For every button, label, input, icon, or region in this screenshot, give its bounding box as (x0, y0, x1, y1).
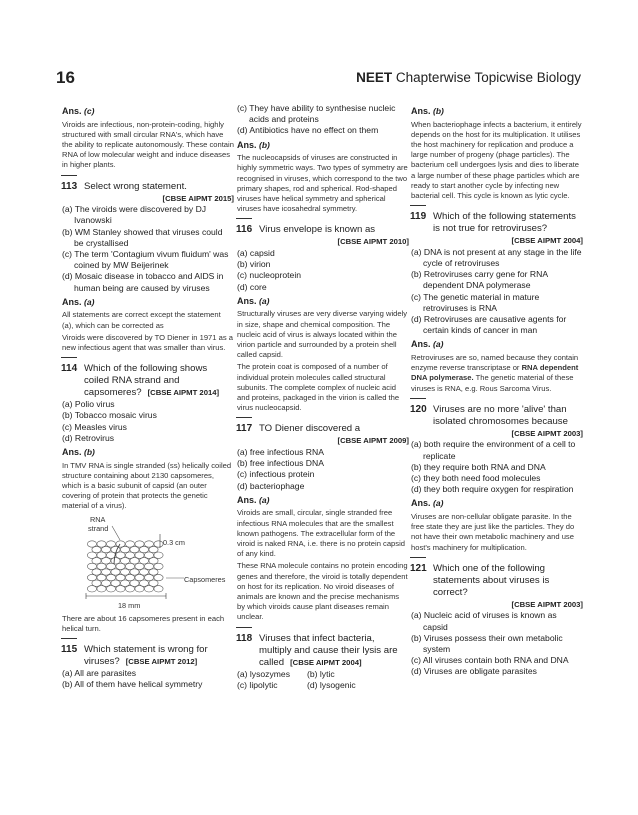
book-title (356, 70, 581, 85)
answer-118: Ans. (b) (411, 106, 444, 116)
question-text: Select wrong statement. (84, 180, 187, 192)
option: (c) Measles virus (62, 421, 127, 432)
explanation: In TMV RNA is single stranded (ss) helically coiled structure containing about 2130 capsomeres, which is a basic subunit of capsid (an outer covering of protein that protects the genetic material of a virus). (62, 460, 232, 511)
exam-tag: [CBSE AIPMT 2014] (147, 388, 220, 398)
exam-tag: [CBSE AIPMT 2010] (337, 237, 409, 247)
option: (c) The term 'Contagium vivum fluidum' was coined by MW Beijerinek (62, 249, 229, 271)
option: (d) Antibiotics have no effect on them (237, 125, 379, 136)
explanation: The protein coat is composed of a number of individual protein molecules called structural subunits. The complete complex of nucleic acid and proteins, packaged in the virion is called the virus nucleocapsid. (237, 362, 400, 413)
exam-tag: [CBSE AIPMT 2003] (511, 428, 583, 438)
capsomere (125, 585, 134, 591)
explanation: Viruses are non-cellular obligate parasite. In the free state they are just like the particles. They do not have their own metabolic machinery and use host's machinery for multiplication. (411, 512, 575, 552)
question-text: Which one of the following statements about viruses is correct? (433, 562, 550, 598)
answer: Ans. (a) (411, 339, 444, 350)
option: (c) they both need food molecules (411, 473, 541, 484)
explanation: Structurally viruses are very diverse varying widely in size, shape and chemical composition. The nucleic acid of virus is always located within the virion particle and surrounded by a protein shell called capsid. (237, 309, 408, 360)
question-119 (411, 211, 583, 394)
option: (c) They have ability to synthesise nucleic acids and proteins (237, 103, 396, 125)
capsomere (106, 585, 115, 591)
exam-tag: [CBSE AIPMT 2012] (125, 657, 198, 667)
answer-112: Ans. (c) (62, 106, 95, 116)
column-left (62, 103, 234, 690)
question-number: 120 (410, 403, 427, 415)
explanation: These RNA molecule contains no protein encoding genes and therefore, the viroid is totally dependent on host for its replication. No viroid diseases of animals are known and the precise mechanisms by which viroids cause plant diseases remain unclear. (237, 561, 408, 622)
option: (a) Polio virus (62, 399, 115, 410)
answer: Ans. (a) (237, 494, 270, 505)
strand-label: strand (88, 523, 109, 533)
question-number: 118 (236, 632, 253, 644)
question-120 (411, 404, 583, 553)
exam-tag: [CBSE AIPMT 2003] (511, 599, 583, 609)
question-number: 114 (61, 363, 78, 375)
option: (c) infectious protein (237, 469, 315, 480)
explanation-118: When bacteriophage infects a bacterium, it entirely depends on the host for its multiplication. It utilises the host machinery for replication and produce a large number of progeny (phage particles). The bacterium cell undergoes lysis and dies to liberate a large number of these phage particles which are ready to start another cycle by infecting new bacterial cell. This cycle is known as lytic cycle. (411, 119, 582, 201)
option: (a) Nucleic acid of viruses is known as capsid (411, 610, 557, 632)
option: (d) Viruses are obligate parasites (411, 666, 537, 677)
option: (b) Tobacco mosaic virus (62, 410, 157, 421)
answer-115: Ans. (b) (237, 139, 270, 150)
capsomere (154, 540, 163, 546)
rna-label: RNA (90, 514, 106, 524)
capsomere (97, 585, 106, 591)
option: (d) Retroviruses are causative agents for certain kinds of cancer in man (411, 314, 567, 336)
capsomere (116, 585, 125, 591)
exam-tag: [CBSE AIPMT 2004] (290, 657, 362, 667)
tmv-figure (62, 514, 234, 612)
option: (d) core (237, 281, 267, 292)
explanation: There are about 16 capsomeres present in each helical turn. (62, 613, 225, 633)
option: (a) free infectious RNA (237, 447, 324, 458)
capsomere (154, 574, 163, 580)
question-118 (237, 633, 409, 691)
option: (c) nucleoprotein (237, 270, 302, 281)
column-right (411, 103, 583, 678)
explanation: Retroviruses are so, named because they contain enzyme reverse transcriptase or RNA dependent DNA polymerase. The genetic material of these viruses is RNA, e.g. Rous Sarcoma Virus. (411, 353, 579, 393)
exam-tag: [CBSE AIPMT 2004] (511, 236, 583, 246)
option: (c) All viruses contain both RNA and DNA (411, 655, 569, 666)
question-text: TO Diener discovered a (259, 423, 361, 435)
option: (d) lysogenic (307, 679, 356, 690)
question-114 (62, 363, 234, 634)
question-number: 119 (410, 211, 427, 223)
capsomere (154, 585, 163, 591)
option: (a) DNA is not present at any stage in the life cycle of retroviruses (411, 246, 582, 269)
answer: Ans. (a) (411, 498, 444, 509)
option: (b) Viruses possess their own metabolic system (411, 632, 563, 655)
option: (d) Retrovirus (62, 432, 115, 443)
question-text: Viruses that infect bacteria, multiply and cause their lysis are called (259, 632, 398, 668)
exam-tag: [CBSE AIPMT 2009] (337, 436, 409, 446)
explanation: All statements are correct except the statement (a), which can be corrected as (62, 310, 221, 330)
explanation-112: Viroids are infectious, non-protein-coding, highly structured with small circular RNA's, which have the ability to replicate autonomously. These contain RNA of low molecular weight and induce diseases in higher plants. (62, 119, 234, 170)
capsomere (144, 585, 153, 591)
book-title-bold: NEET (356, 70, 393, 85)
answer: Ans. (b) (62, 447, 95, 458)
option: (d) Mosaic disease in tobacco and AIDS in human being are caused by viruses (62, 271, 224, 293)
question-number: 117 (236, 423, 253, 435)
question-number: 121 (410, 562, 427, 574)
option: (a) All are parasites (62, 668, 137, 679)
question-text: Which of the following statements is not true for retroviruses? (433, 211, 576, 235)
capsomere (154, 563, 163, 569)
option: (b) free infectious DNA (237, 458, 324, 469)
question-text: Which statement is wrong for viruses? (84, 644, 208, 668)
answer: Ans. (a) (237, 295, 270, 306)
question-number: 115 (61, 644, 78, 656)
option: (b) WM Stanley showed that viruses could be crystallised (62, 226, 223, 248)
capsomere (154, 552, 163, 558)
capsomere (135, 585, 144, 591)
question-113 (62, 181, 234, 354)
option: (a) The viroids were discovered by DJ Ivanowski (62, 204, 207, 226)
capsomeres-label: Capsomeres (184, 574, 226, 584)
question-text: Virus envelope is known as (259, 224, 376, 236)
option: (b) All of them have helical symmetry (62, 679, 203, 690)
option: (b) virion (237, 259, 271, 270)
question-number: 116 (236, 224, 253, 236)
column-middle (237, 103, 409, 691)
option: (a) capsid (237, 248, 275, 259)
capsomere (87, 585, 96, 591)
width-label: 18 mm (118, 600, 141, 610)
exam-tag: [CBSE AIPMT 2015] (162, 193, 234, 203)
explanation-115: The nucleocapsids of viruses are constructed in highly symmetric ways. Two types of symmetry are recognised in viruses, which correspond to the two primary shapes, rod and spherical. Rod-shaped viruses have helical symmetry and spherical viruses have icosahedral symmetry. (237, 153, 408, 214)
question-text: Which of the following shows coiled RNA strand and capsomeres? (84, 363, 208, 399)
question-117 (237, 423, 409, 622)
question-text: Viruses are no more 'alive' than isolated chromosomes because (433, 403, 568, 427)
question-116 (237, 224, 409, 413)
option: (d) bacteriophage (237, 480, 305, 491)
option: (b) lytic (307, 668, 335, 679)
explanation: Viroids were discovered by TO Diener in 1971 as a new infectious agent that was smaller than virus. (62, 332, 233, 353)
answer: Ans. (a) (62, 296, 95, 307)
question-121 (411, 563, 583, 678)
option: (a) lysozymes (237, 668, 291, 679)
question-number: 113 (61, 180, 78, 192)
option: (c) lipolytic (237, 679, 278, 690)
book-title-rest: Chapterwise Topicwise Biology (392, 70, 581, 85)
option: (b) they require both RNA and DNA (411, 461, 546, 472)
page-number: 16 (56, 68, 75, 87)
explanation: Viroids are small, circular, single stranded free infectious RNA molecules that are the smallest known pathogens. The extracellular form of the viroid is naked RNA, i.e. there is no protein capsid of any kind. (237, 508, 405, 559)
option: (a) both require the environment of a cell to replicate (411, 439, 576, 461)
question-115 (62, 644, 234, 690)
height-label: 0.3 cm (163, 537, 185, 547)
option: (b) Retroviruses carry gene for RNA dependent DNA polymerase (411, 269, 548, 291)
option: (d) they both require oxygen for respiration (411, 484, 574, 495)
option: (c) The genetic material in mature retroviruses is RNA (411, 291, 540, 313)
